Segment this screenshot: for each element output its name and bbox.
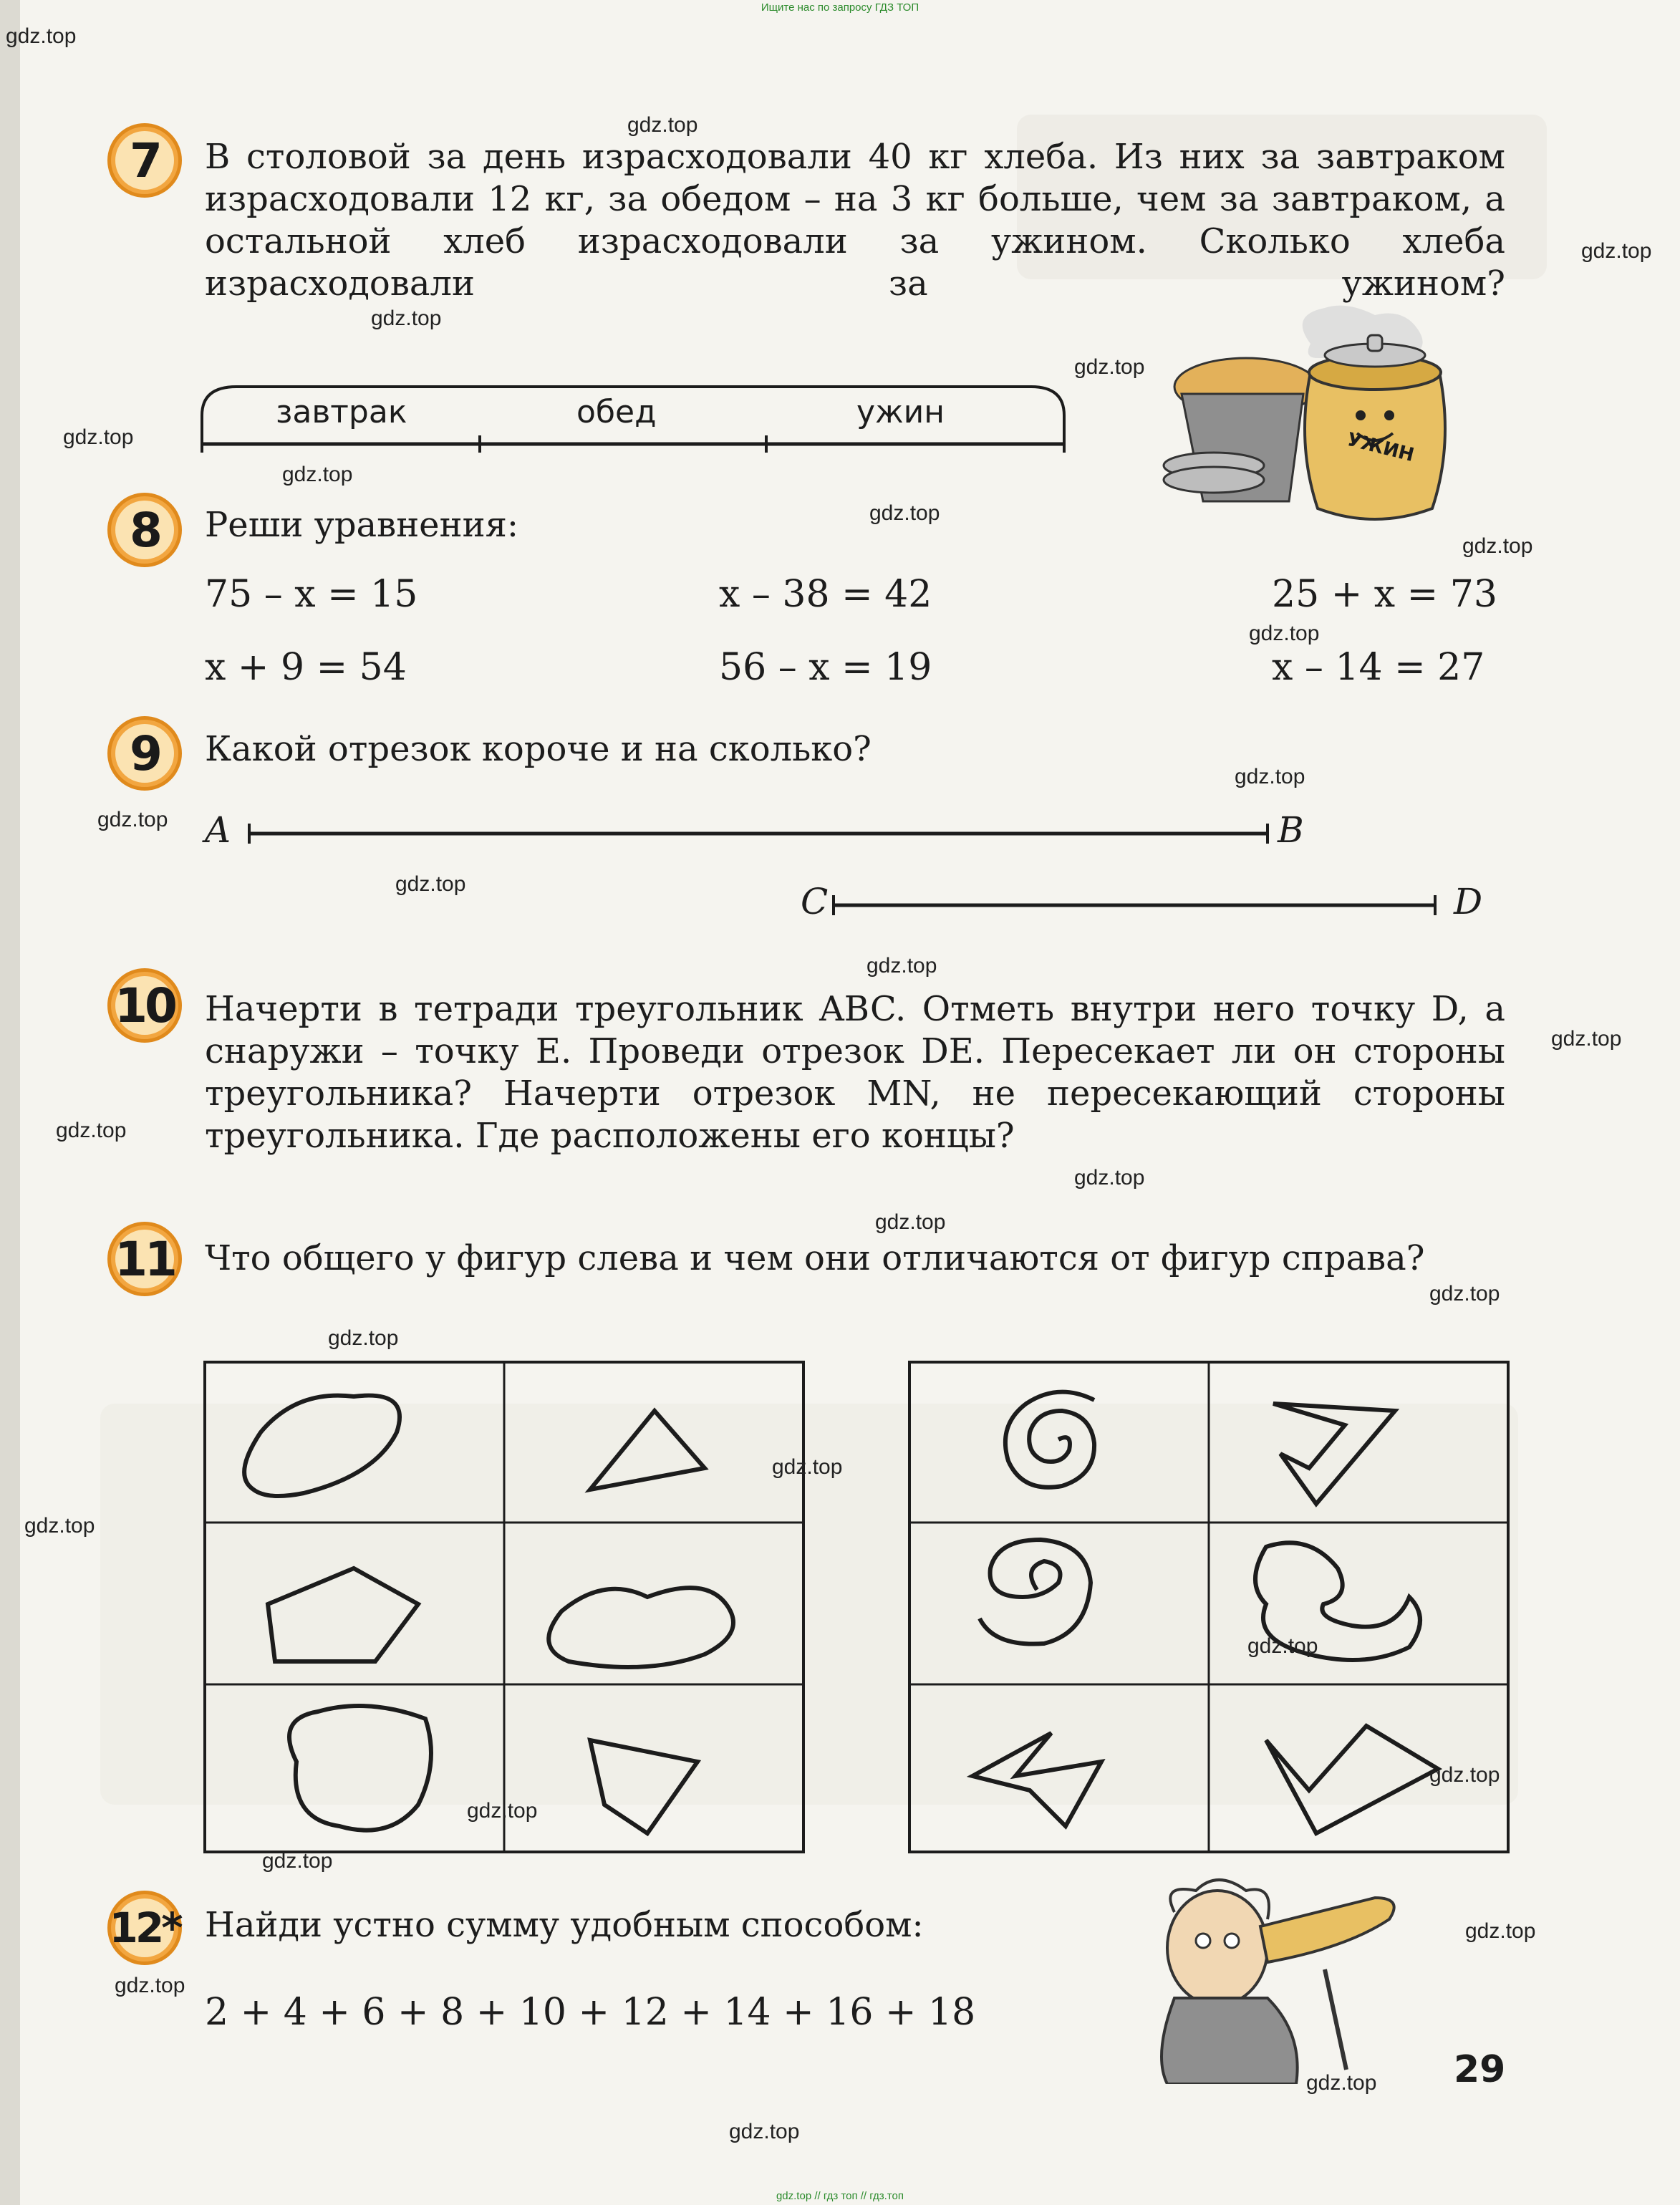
watermark: gdz.top — [1074, 1166, 1145, 1190]
task12-title: Найди устно сумму удобным способом: — [205, 1905, 924, 1945]
watermark: gdz.top — [1074, 355, 1145, 379]
watermark: gdz.top — [63, 425, 134, 449]
equation: 56 – x = 19 — [719, 646, 932, 689]
watermark: gdz.top — [1429, 1282, 1500, 1306]
watermark: gdz.top — [1235, 765, 1305, 788]
segment-label-lunch: обед — [576, 394, 657, 430]
task7-text: В столовой за день израсходовали 40 кг хлеба. Из них за завтраком израсходовали 12 кг, за обедом – на 3 кг больше, чем за завтраком, а остальной хлеб израсходовали за ужином. Сколько хлеба израсходовали за ужином? — [205, 137, 1505, 304]
watermark: gdz.top — [467, 1799, 538, 1823]
watermark: gdz.top — [729, 2120, 800, 2143]
task8-title: Реши уравнения: — [205, 505, 519, 545]
watermark: gdz.top — [24, 1514, 95, 1538]
equation: x + 9 = 54 — [205, 646, 407, 689]
watermark: gdz.top — [395, 872, 466, 896]
watermark: gdz.top — [6, 24, 77, 48]
task-number-badge: 11 — [107, 1222, 182, 1296]
segment-label-breakfast: завтрак — [276, 394, 407, 430]
task9-title: Какой отрезок короче и на сколько? — [205, 729, 872, 769]
watermark: gdz.top — [875, 1210, 946, 1234]
watermark: gdz.top — [1306, 2071, 1377, 2095]
watermark: gdz.top — [1429, 1763, 1500, 1787]
task12-expression: 2 + 4 + 6 + 8 + 10 + 12 + 14 + 16 + 18 — [205, 1991, 976, 2034]
figures-grid-left — [203, 1361, 806, 1855]
equation: 75 – x = 15 — [205, 573, 418, 616]
watermark: gdz.top — [115, 1974, 185, 1997]
point-label-a: A — [205, 809, 231, 851]
thinking-man-illustration — [1131, 1869, 1432, 2084]
watermark: gdz.top — [56, 1119, 127, 1142]
page-number: 29 — [1454, 2048, 1506, 2091]
watermark: gdz.top — [1465, 1919, 1536, 1943]
task-number-badge: 9 — [107, 716, 182, 791]
task-number-badge: 10 — [107, 968, 182, 1043]
watermark: gdz.top — [1581, 239, 1652, 263]
equation: 25 + x = 73 — [1272, 573, 1497, 616]
watermark: gdz.top — [1462, 534, 1533, 558]
page-edge — [0, 0, 20, 2205]
watermark: gdz.top — [866, 954, 937, 978]
task-number-badge: 7 — [107, 123, 182, 198]
watermark: gdz.top — [282, 463, 353, 486]
task11-text: Что общего у фигур слева и чем они отличаются от фигур справа? — [205, 1238, 1425, 1278]
watermark: gdz.top — [262, 1849, 333, 1873]
watermark: gdz.top — [328, 1326, 399, 1350]
point-label-b: B — [1278, 809, 1304, 851]
watermark: gdz.top — [1249, 622, 1320, 645]
watermark: gdz.top — [97, 808, 168, 831]
task10-text: Начерти в тетради треугольник ABC. Отметь внутри него точку D, а снаружи – точку E. Проведи отрезок DE. Пересекает ли он стороны треугольника? Начерти отрезок MN, не пересекающий стороны треугольника. Где расположены его концы? — [205, 989, 1505, 1156]
watermark: gdz.top — [1247, 1634, 1318, 1658]
top-note: Ищите нас по запросу ГДЗ ТОП — [761, 1, 919, 14]
segment-label-dinner: ужин — [856, 394, 945, 430]
watermark: gdz.top — [772, 1455, 843, 1479]
point-label-d: D — [1454, 881, 1483, 922]
bread-and-pot-illustration — [1146, 301, 1461, 537]
watermark: gdz.top — [869, 501, 940, 525]
figures-grid-right — [908, 1361, 1511, 1855]
point-label-c: C — [801, 881, 829, 922]
pot-label: УЖИН — [1344, 428, 1416, 467]
watermark: gdz.top — [371, 307, 442, 330]
watermark: gdz.top — [627, 113, 698, 137]
equation: x – 14 = 27 — [1272, 646, 1485, 689]
bottom-note: gdz.top // гдз топ // гдз.топ — [776, 2190, 904, 2202]
task-number-badge: 12* — [107, 1891, 182, 1965]
equation: x – 38 = 42 — [719, 573, 932, 616]
task-number-badge: 8 — [107, 493, 182, 567]
watermark: gdz.top — [1551, 1027, 1622, 1051]
